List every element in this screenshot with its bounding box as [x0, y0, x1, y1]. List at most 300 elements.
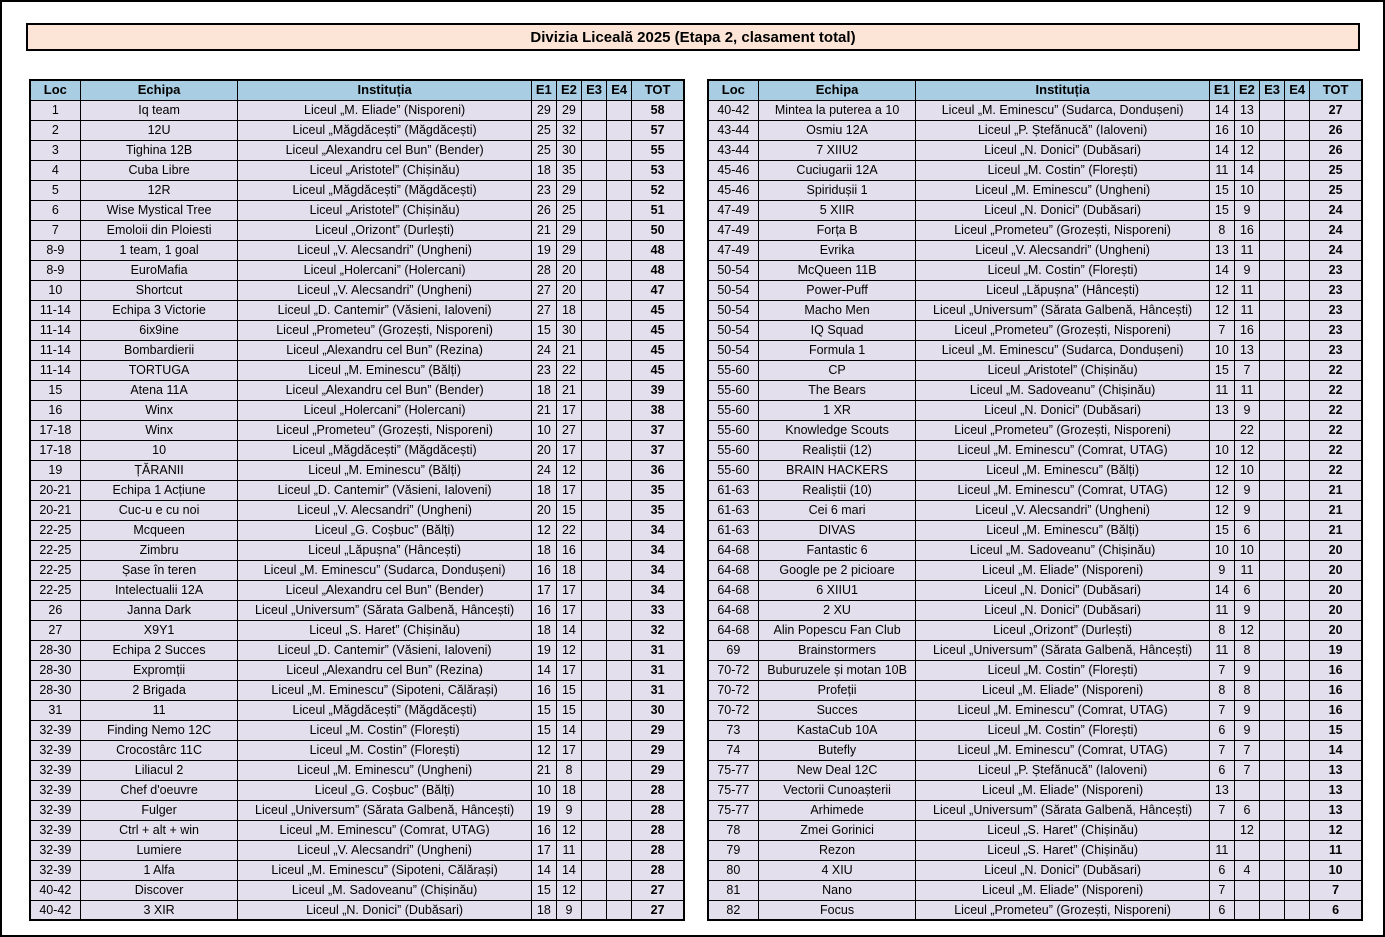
cell-tot: 35 [632, 500, 684, 520]
cell-e4 [1285, 740, 1310, 760]
cell-echipa: BRAIN HACKERS [758, 460, 916, 480]
cell-institutia: Liceul „V. Alecsandri” (Ungheni) [238, 840, 531, 860]
cell-e4 [607, 460, 632, 480]
cell-e3 [582, 360, 607, 380]
cell-institutia: Liceul „S. Haret” (Chișinău) [916, 840, 1209, 860]
table-row [708, 880, 1362, 900]
cell-e3 [582, 540, 607, 560]
cell-e4 [607, 420, 632, 440]
cell-tot: 36 [632, 460, 684, 480]
cell-institutia: Liceul „M. Eminescu” (Bălți) [238, 360, 531, 380]
table-row [30, 180, 684, 200]
table-row [30, 680, 684, 700]
cell-institutia: Liceul „M. Eminescu” (Comrat, UTAG) [916, 700, 1209, 720]
cell-e2: 17 [556, 580, 581, 600]
cell-institutia: Liceul „M. Costin” (Florești) [916, 660, 1209, 680]
cell-institutia: Liceul „Alexandru cel Bun” (Bender) [238, 380, 531, 400]
cell-tot: 16 [1310, 660, 1362, 680]
cell-tot: 45 [632, 320, 684, 340]
cell-echipa: Iq team [80, 100, 238, 120]
cell-loc: 55-60 [708, 360, 758, 380]
cell-e4 [1285, 340, 1310, 360]
cell-echipa: X9Y1 [80, 620, 238, 640]
cell-e1 [1209, 820, 1234, 840]
cell-institutia: Liceul „Măgdăcești” (Măgdăcești) [238, 700, 531, 720]
table-row [708, 180, 1362, 200]
cell-tot: 20 [1310, 600, 1362, 620]
cell-echipa: Formula 1 [758, 340, 916, 360]
cell-tot: 50 [632, 220, 684, 240]
cell-tot: 28 [632, 780, 684, 800]
cell-echipa: 6 XIIU1 [758, 580, 916, 600]
cell-tot: 7 [1310, 880, 1362, 900]
cell-e1: 8 [1209, 220, 1234, 240]
cell-tot: 20 [1310, 560, 1362, 580]
cell-tot: 16 [1310, 680, 1362, 700]
cell-e2: 12 [1234, 140, 1259, 160]
cell-e3 [582, 800, 607, 820]
table-row [30, 100, 684, 120]
cell-e4 [607, 520, 632, 540]
table-row [708, 200, 1362, 220]
cell-e2: 20 [556, 280, 581, 300]
cell-echipa: Google pe 2 picioare [758, 560, 916, 580]
cell-tot: 25 [1310, 180, 1362, 200]
table-row [708, 540, 1362, 560]
cell-tot: 10 [1310, 860, 1362, 880]
table-row [30, 660, 684, 680]
cell-e4 [607, 320, 632, 340]
column-header-e4: E4 [1285, 80, 1310, 100]
cell-tot: 29 [632, 720, 684, 740]
cell-echipa: Knowledge Scouts [758, 420, 916, 440]
cell-loc: 75-77 [708, 760, 758, 780]
cell-echipa: Winx [80, 420, 238, 440]
cell-echipa: Shortcut [80, 280, 238, 300]
cell-e3 [1260, 220, 1285, 240]
cell-e3 [582, 200, 607, 220]
cell-e2: 14 [556, 720, 581, 740]
cell-e1: 12 [531, 740, 556, 760]
cell-e1: 18 [531, 540, 556, 560]
cell-e4 [607, 900, 632, 920]
cell-e4 [607, 660, 632, 680]
cell-e3 [1260, 660, 1285, 680]
cell-institutia: Liceul „Prometeu” (Grozești, Nisporeni) [916, 220, 1209, 240]
cell-e4 [1285, 860, 1310, 880]
table-row [30, 560, 684, 580]
cell-e1: 23 [531, 360, 556, 380]
table-row [30, 280, 684, 300]
cell-echipa: 1 team, 1 goal [80, 240, 238, 260]
table-row [708, 220, 1362, 240]
cell-loc: 26 [30, 600, 80, 620]
cell-institutia: Liceul „M. Eliade” (Nisporeni) [916, 560, 1209, 580]
table-row [708, 620, 1362, 640]
cell-echipa: Fantastic 6 [758, 540, 916, 560]
cell-tot: 27 [632, 900, 684, 920]
cell-e2: 8 [556, 760, 581, 780]
cell-e2: 12 [1234, 620, 1259, 640]
cell-e2: 12 [1234, 440, 1259, 460]
cell-e3 [582, 620, 607, 640]
cell-institutia: Liceul „V. Alecsandri” (Ungheni) [238, 240, 531, 260]
cell-e3 [582, 780, 607, 800]
cell-e2: 8 [1234, 640, 1259, 660]
cell-e1: 8 [1209, 620, 1234, 640]
cell-e1: 6 [1209, 760, 1234, 780]
cell-echipa: Finding Nemo 12C [80, 720, 238, 740]
cell-e2: 18 [556, 780, 581, 800]
cell-e3 [1260, 880, 1285, 900]
cell-loc: 50-54 [708, 300, 758, 320]
table-row [708, 700, 1362, 720]
cell-e1: 24 [531, 460, 556, 480]
cell-loc: 8-9 [30, 260, 80, 280]
cell-e2: 9 [1234, 260, 1259, 280]
cell-echipa: Mintea la puterea a 10 [758, 100, 916, 120]
cell-e1: 16 [531, 680, 556, 700]
cell-e3 [582, 900, 607, 920]
cell-loc: 20-21 [30, 480, 80, 500]
cell-institutia: Liceul „Universum” (Sărata Galbenă, Hâncești) [916, 640, 1209, 660]
cell-loc: 45-46 [708, 160, 758, 180]
cell-echipa: Vectorii Cunoașterii [758, 780, 916, 800]
cell-tot: 47 [632, 280, 684, 300]
cell-e2 [1234, 780, 1259, 800]
table-row [708, 340, 1362, 360]
column-header-institutia: Instituția [238, 80, 531, 100]
cell-echipa: Alin Popescu Fan Club [758, 620, 916, 640]
cell-e1: 18 [531, 380, 556, 400]
cell-institutia: Liceul „M. Eminescu” (Bălți) [238, 460, 531, 480]
cell-echipa: Butefly [758, 740, 916, 760]
cell-e3 [1260, 260, 1285, 280]
cell-e1: 11 [1209, 840, 1234, 860]
cell-institutia: Liceul „V. Alecsandri” (Ungheni) [238, 500, 531, 520]
cell-e3 [1260, 360, 1285, 380]
cell-e4 [607, 140, 632, 160]
table-row [708, 100, 1362, 120]
cell-e3 [582, 840, 607, 860]
table-row [708, 500, 1362, 520]
table-row [30, 460, 684, 480]
cell-loc: 32-39 [30, 800, 80, 820]
cell-e1: 27 [531, 300, 556, 320]
cell-institutia: Liceul „M. Costin” (Florești) [916, 720, 1209, 740]
cell-e3 [582, 160, 607, 180]
cell-e2 [1234, 840, 1259, 860]
cell-e1: 15 [1209, 180, 1234, 200]
cell-e4 [1285, 120, 1310, 140]
cell-e3 [1260, 580, 1285, 600]
cell-institutia: Liceul „Aristotel” (Chișinău) [916, 360, 1209, 380]
cell-e1: 10 [1209, 340, 1234, 360]
table-row [708, 580, 1362, 600]
cell-e2: 22 [1234, 420, 1259, 440]
cell-echipa: Zmei Gorinici [758, 820, 916, 840]
cell-e1: 14 [1209, 580, 1234, 600]
cell-echipa: Cei 6 mari [758, 500, 916, 520]
cell-e2: 17 [556, 660, 581, 680]
cell-institutia: Liceul „S. Haret” (Chișinău) [238, 620, 531, 640]
cell-echipa: 2 Brigada [80, 680, 238, 700]
cell-e3 [582, 860, 607, 880]
cell-institutia: Liceul „M. Sadoveanu” (Chișinău) [238, 880, 531, 900]
cell-tot: 23 [1310, 320, 1362, 340]
cell-e2: 10 [1234, 460, 1259, 480]
table-row [708, 760, 1362, 780]
cell-echipa: McQueen 11B [758, 260, 916, 280]
cell-e4 [1285, 660, 1310, 680]
header-row [708, 80, 1362, 100]
cell-e1: 12 [1209, 460, 1234, 480]
cell-tot: 38 [632, 400, 684, 420]
cell-echipa: Focus [758, 900, 916, 920]
cell-tot: 31 [632, 680, 684, 700]
cell-e4 [1285, 520, 1310, 540]
cell-loc: 55-60 [708, 460, 758, 480]
cell-echipa: Zimbru [80, 540, 238, 560]
table-row [30, 380, 684, 400]
cell-e1: 8 [1209, 680, 1234, 700]
table-row [30, 500, 684, 520]
cell-e3 [1260, 860, 1285, 880]
table-row [708, 460, 1362, 480]
table-row [708, 260, 1362, 280]
cell-echipa: Crocostârc 11C [80, 740, 238, 760]
cell-loc: 11-14 [30, 300, 80, 320]
cell-tot: 24 [1310, 240, 1362, 260]
cell-e3 [582, 600, 607, 620]
cell-loc: 11-14 [30, 360, 80, 380]
cell-loc: 8-9 [30, 240, 80, 260]
cell-echipa: Mcqueen [80, 520, 238, 540]
cell-e2: 6 [1234, 520, 1259, 540]
cell-e1: 12 [1209, 480, 1234, 500]
cell-e2: 7 [1234, 740, 1259, 760]
column-header-e1: E1 [531, 80, 556, 100]
cell-loc: 32-39 [30, 840, 80, 860]
cell-institutia: Liceul „Lăpușna” (Hâncești) [238, 540, 531, 560]
cell-tot: 30 [632, 700, 684, 720]
cell-tot: 28 [632, 840, 684, 860]
cell-e1: 15 [1209, 520, 1234, 540]
column-header-e4: E4 [607, 80, 632, 100]
cell-e4 [1285, 420, 1310, 440]
cell-e3 [582, 720, 607, 740]
table-row [30, 640, 684, 660]
cell-e3 [582, 120, 607, 140]
cell-tot: 22 [1310, 440, 1362, 460]
cell-echipa: 3 XIR [80, 900, 238, 920]
cell-e2: 11 [1234, 280, 1259, 300]
cell-loc: 22-25 [30, 540, 80, 560]
cell-e3 [1260, 120, 1285, 140]
cell-tot: 28 [632, 860, 684, 880]
cell-e1: 27 [531, 280, 556, 300]
cell-e4 [607, 440, 632, 460]
cell-e2: 11 [1234, 300, 1259, 320]
cell-e3 [582, 700, 607, 720]
cell-echipa: 11 [80, 700, 238, 720]
cell-e1: 7 [1209, 880, 1234, 900]
cell-e2: 29 [556, 240, 581, 260]
cell-institutia: Liceul „P. Ștefănucă” (Ialoveni) [916, 120, 1209, 140]
table-row [30, 260, 684, 280]
cell-e4 [1285, 800, 1310, 820]
cell-e4 [1285, 780, 1310, 800]
cell-echipa: Cuciugarii 12A [758, 160, 916, 180]
cell-e4 [1285, 220, 1310, 240]
cell-e2: 10 [1234, 540, 1259, 560]
cell-e3 [1260, 160, 1285, 180]
cell-institutia: Liceul „Universum” (Sărata Galbenă, Hâncești) [916, 300, 1209, 320]
cell-e3 [1260, 620, 1285, 640]
cell-tot: 22 [1310, 420, 1362, 440]
cell-loc: 75-77 [708, 800, 758, 820]
cell-tot: 26 [1310, 120, 1362, 140]
cell-tot: 23 [1310, 340, 1362, 360]
cell-tot: 29 [632, 740, 684, 760]
cell-tot: 22 [1310, 380, 1362, 400]
cell-e1: 6 [1209, 860, 1234, 880]
cell-loc: 79 [708, 840, 758, 860]
cell-e2: 9 [1234, 660, 1259, 680]
cell-echipa: Atena 11A [80, 380, 238, 400]
cell-institutia: Liceul „N. Donici” (Dubăsari) [916, 580, 1209, 600]
cell-e2: 9 [556, 900, 581, 920]
cell-e2: 21 [556, 380, 581, 400]
cell-e2: 9 [1234, 400, 1259, 420]
cell-e1: 10 [1209, 440, 1234, 460]
cell-echipa: Intelectualii 12A [80, 580, 238, 600]
cell-echipa: Winx [80, 400, 238, 420]
cell-echipa: Fulger [80, 800, 238, 820]
cell-loc: 15 [30, 380, 80, 400]
cell-echipa: Emoloii din Ploiesti [80, 220, 238, 240]
cell-tot: 12 [1310, 820, 1362, 840]
cell-loc: 28-30 [30, 680, 80, 700]
cell-e3 [1260, 140, 1285, 160]
cell-institutia: Liceul „M. Sadoveanu” (Chișinău) [916, 540, 1209, 560]
cell-e4 [1285, 840, 1310, 860]
cell-e4 [607, 800, 632, 820]
cell-loc: 17-18 [30, 440, 80, 460]
table-row [708, 120, 1362, 140]
cell-e4 [607, 560, 632, 580]
cell-e3 [1260, 840, 1285, 860]
cell-loc: 47-49 [708, 220, 758, 240]
cell-tot: 51 [632, 200, 684, 220]
cell-tot: 34 [632, 560, 684, 580]
table-row [30, 740, 684, 760]
cell-institutia: Liceul „G. Coșbuc” (Bălți) [238, 520, 531, 540]
cell-loc: 78 [708, 820, 758, 840]
cell-echipa: 10 [80, 440, 238, 460]
cell-echipa: Echipa 3 Victorie [80, 300, 238, 320]
cell-e1: 13 [1209, 400, 1234, 420]
cell-echipa: Brainstormers [758, 640, 916, 660]
cell-e2: 6 [1234, 800, 1259, 820]
table-row [708, 240, 1362, 260]
cell-e3 [582, 440, 607, 460]
cell-institutia: Liceul „Măgdăcești” (Măgdăcești) [238, 120, 531, 140]
cell-e2: 11 [1234, 240, 1259, 260]
cell-loc: 47-49 [708, 240, 758, 260]
cell-e1: 14 [531, 860, 556, 880]
cell-institutia: Liceul „M. Sadoveanu” (Chișinău) [916, 380, 1209, 400]
cell-e4 [1285, 300, 1310, 320]
table-row [708, 400, 1362, 420]
table-row [708, 380, 1362, 400]
cell-echipa: Buburuzele și motan 10B [758, 660, 916, 680]
cell-loc: 40-42 [30, 880, 80, 900]
cell-loc: 64-68 [708, 560, 758, 580]
cell-e4 [607, 360, 632, 380]
cell-e1: 7 [1209, 800, 1234, 820]
cell-e3 [582, 260, 607, 280]
cell-e3 [582, 140, 607, 160]
cell-e4 [1285, 580, 1310, 600]
table-row [30, 320, 684, 340]
cell-e2: 9 [556, 800, 581, 820]
cell-tot: 57 [632, 120, 684, 140]
cell-e4 [1285, 720, 1310, 740]
cell-e3 [1260, 280, 1285, 300]
cell-institutia: Liceul „M. Eminescu” (Comrat, UTAG) [916, 480, 1209, 500]
table-row [30, 700, 684, 720]
cell-e1: 15 [531, 720, 556, 740]
cell-loc: 11-14 [30, 320, 80, 340]
table-row [30, 440, 684, 460]
cell-e1: 9 [1209, 560, 1234, 580]
table-row [708, 740, 1362, 760]
cell-e3 [582, 480, 607, 500]
cell-echipa: Realiștii (12) [758, 440, 916, 460]
cell-institutia: Liceul „Universum” (Sărata Galbenă, Hâncești) [916, 800, 1209, 820]
cell-echipa: Profeții [758, 680, 916, 700]
cell-e1: 16 [531, 600, 556, 620]
cell-loc: 2 [30, 120, 80, 140]
cell-e4 [607, 160, 632, 180]
cell-e4 [1285, 500, 1310, 520]
table-row [708, 820, 1362, 840]
cell-e4 [607, 200, 632, 220]
cell-e4 [607, 260, 632, 280]
cell-e1: 25 [531, 140, 556, 160]
cell-institutia: Liceul „N. Donici” (Dubăsari) [916, 860, 1209, 880]
cell-e2: 22 [556, 360, 581, 380]
cell-e3 [1260, 240, 1285, 260]
cell-e4 [1285, 460, 1310, 480]
cell-echipa: Lumiere [80, 840, 238, 860]
cell-loc: 32-39 [30, 760, 80, 780]
cell-loc: 61-63 [708, 520, 758, 540]
cell-loc: 64-68 [708, 600, 758, 620]
cell-e2: 17 [556, 480, 581, 500]
column-header-tot: TOT [632, 80, 684, 100]
cell-institutia: Liceul „N. Donici” (Dubăsari) [238, 900, 531, 920]
cell-e2: 30 [556, 140, 581, 160]
cell-e4 [1285, 440, 1310, 460]
cell-echipa: Tighina 12B [80, 140, 238, 160]
column-header-loc: Loc [30, 80, 80, 100]
cell-tot: 45 [632, 340, 684, 360]
table-row [30, 300, 684, 320]
cell-e4 [607, 680, 632, 700]
cell-e3 [1260, 540, 1285, 560]
